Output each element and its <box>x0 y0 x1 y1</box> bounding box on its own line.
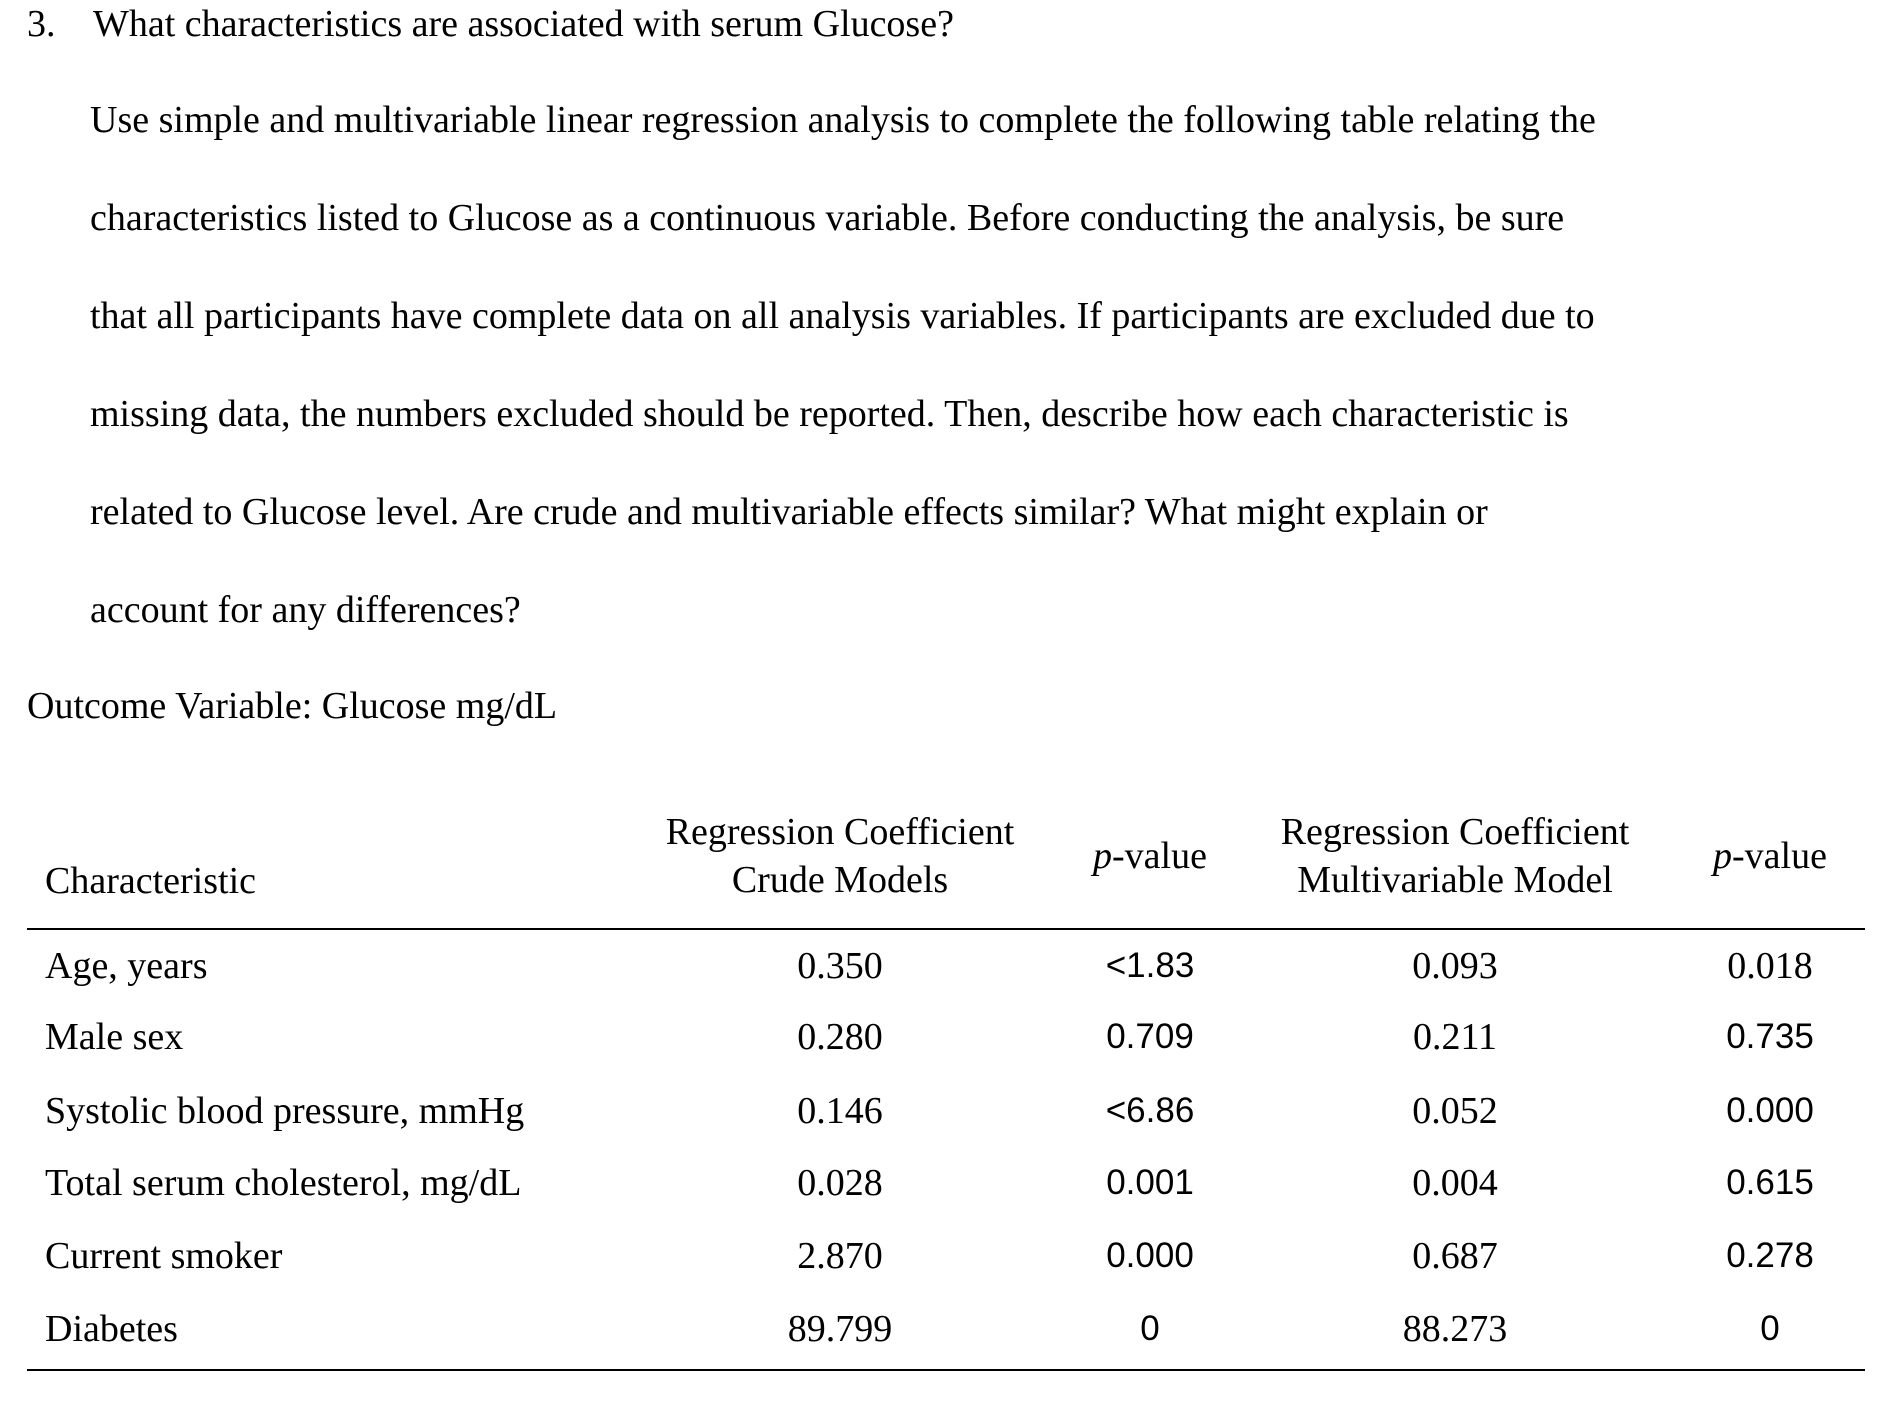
multi-pvalue-cell: 0.278 <box>1726 1236 1814 1275</box>
instruction-line: related to Glucose level. Are crude and multivariable effects similar? What might explain or <box>90 491 1488 533</box>
header-crude-line2: Crude Models <box>731 859 949 901</box>
multi-pvalue-cell: 0.000 <box>1726 1091 1814 1130</box>
instruction-line: characteristics listed to Glucose as a continuous variable. Before conducting the analysis, be sure <box>90 197 1565 239</box>
crude-coefficient-cell: 89.799 <box>787 1308 893 1350</box>
outcome-variable-label: Outcome Variable: Glucose mg/dL <box>27 685 558 727</box>
header-crude-pvalue <box>1060 832 1240 880</box>
instruction-line: Use simple and multivariable linear regression analysis to complete the following table relating the <box>90 99 1596 141</box>
multi-coefficient-cell: 0.211 <box>1412 1016 1498 1058</box>
crude-pvalue-cell: <1.83 <box>1105 946 1195 985</box>
crude-coefficient-cell: 0.280 <box>797 1016 883 1058</box>
multi-coefficient-cell: 0.093 <box>1412 945 1498 987</box>
bottom-rule <box>27 1369 1865 1371</box>
header-p-letter: p <box>1093 835 1113 877</box>
header-multivariable-coefficient <box>1245 808 1665 904</box>
row-label: Systolic blood pressure, mmHg <box>45 1090 525 1132</box>
multi-coefficient-cell: 0.004 <box>1412 1162 1498 1204</box>
multi-pvalue-cell: 0.735 <box>1726 1017 1814 1056</box>
question-number: 3. <box>27 3 56 45</box>
row-label: Age, years <box>45 945 208 987</box>
crude-pvalue-cell: <6.86 <box>1105 1091 1195 1130</box>
header-p-letter: p <box>1713 835 1733 877</box>
question-heading <box>27 2 954 46</box>
crude-coefficient-cell: 0.350 <box>797 945 883 987</box>
row-label: Current smoker <box>45 1235 283 1277</box>
multi-pvalue-cell: 0.615 <box>1726 1163 1814 1202</box>
crude-pvalue-cell: 0.000 <box>1106 1236 1194 1275</box>
crude-pvalue-cell: 0 <box>1140 1309 1160 1348</box>
header-crude-coefficient <box>630 808 1050 904</box>
row-label: Total serum cholesterol, mg/dL <box>45 1162 522 1204</box>
multi-coefficient-cell: 0.052 <box>1412 1090 1498 1132</box>
header-rule <box>27 928 1865 930</box>
row-label: Male sex <box>45 1016 184 1058</box>
header-multivariable-pvalue <box>1680 832 1860 880</box>
question-text: What characteristics are associated with serum Glucose? <box>93 3 954 45</box>
header-pvalue-suffix: -value <box>1112 835 1207 877</box>
header-multi-line2: Multivariable Model <box>1297 859 1613 901</box>
crude-pvalue-cell: 0.001 <box>1106 1163 1194 1202</box>
instruction-line: missing data, the numbers excluded should be reported. Then, describe how each characteristic is <box>90 393 1569 435</box>
row-label: Diabetes <box>45 1308 178 1350</box>
crude-coefficient-cell: 0.028 <box>797 1162 883 1204</box>
multi-pvalue-cell: 0 <box>1760 1309 1780 1348</box>
crude-pvalue-cell: 0.709 <box>1106 1017 1194 1056</box>
multi-pvalue-cell: 0.018 <box>1727 945 1813 987</box>
multi-coefficient-cell: 0.687 <box>1412 1235 1498 1277</box>
header-multi-line1: Regression Coefficient <box>1280 811 1630 853</box>
crude-coefficient-cell: 0.146 <box>797 1090 883 1132</box>
header-characteristic: Characteristic <box>45 860 257 902</box>
instruction-line: that all participants have complete data on all analysis variables. If participants are excluded due to <box>90 295 1595 337</box>
instruction-line: account for any differences? <box>90 589 521 631</box>
header-crude-line1: Regression Coefficient <box>665 811 1015 853</box>
crude-coefficient-cell: 2.870 <box>797 1235 883 1277</box>
header-pvalue-suffix: -value <box>1732 835 1827 877</box>
multi-coefficient-cell: 88.273 <box>1402 1308 1508 1350</box>
